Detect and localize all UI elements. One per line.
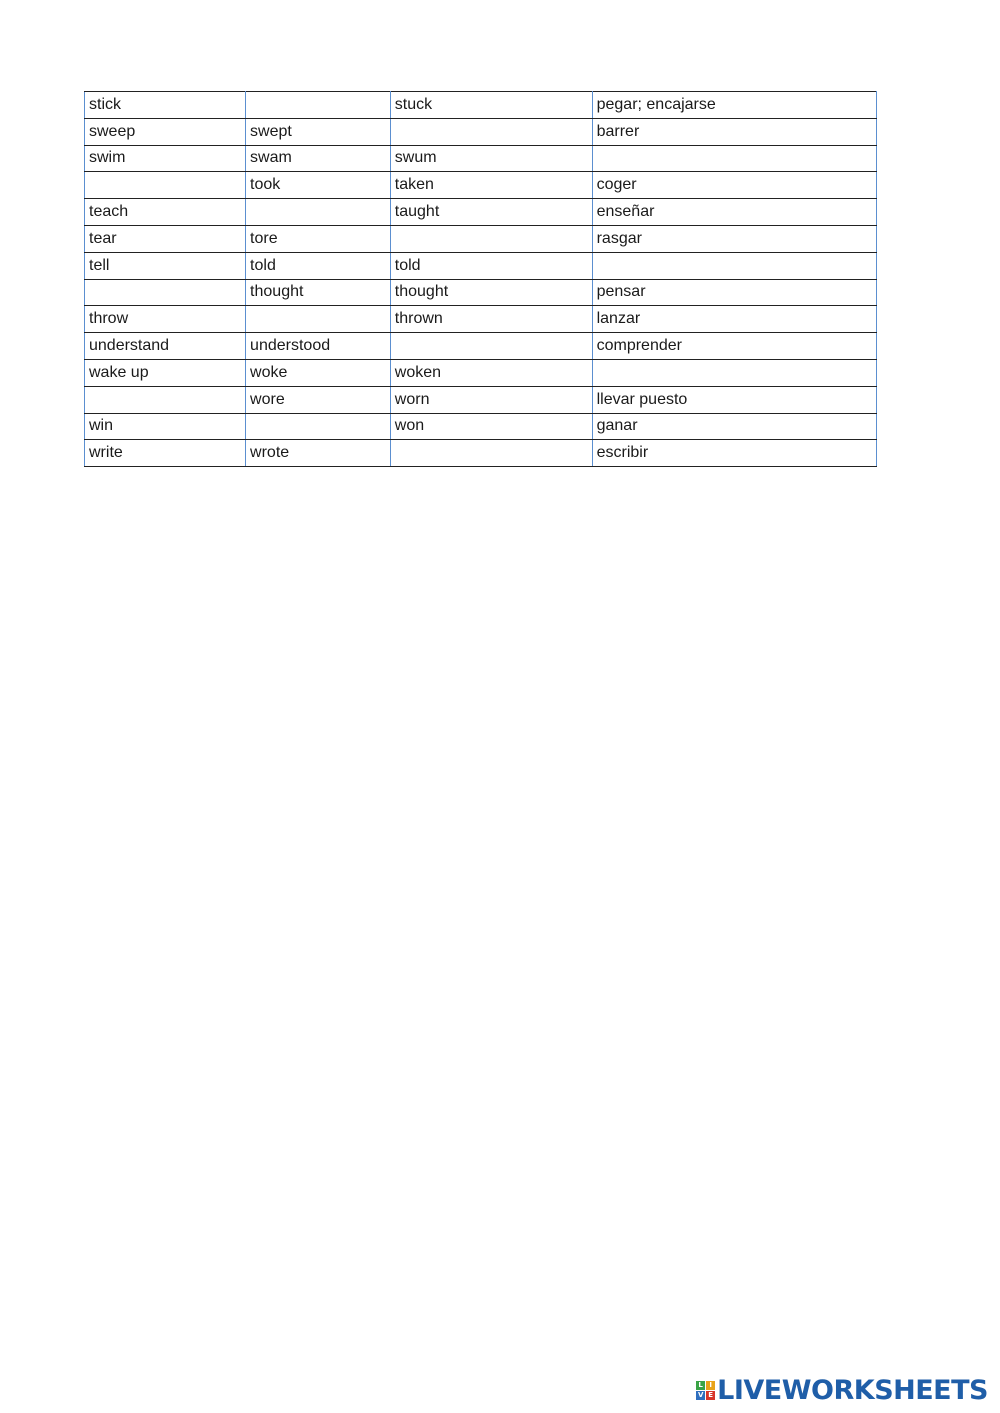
table-row — [85, 118, 877, 145]
cell-translation: rasgar — [592, 225, 876, 252]
table-row — [85, 145, 877, 172]
table-row — [85, 359, 877, 386]
cell-translation — [592, 145, 876, 172]
table-row — [85, 199, 877, 226]
logo-text: LIVEWORKSHEETS — [717, 1375, 988, 1406]
cell-past-simple: swam — [246, 145, 391, 172]
cell-base-form — [85, 172, 246, 199]
table-row — [85, 333, 877, 360]
cell-base-form: understand — [85, 333, 246, 360]
table-row — [85, 172, 877, 199]
cell-past-simple: understood — [246, 333, 391, 360]
cell-past-simple: wore — [246, 386, 391, 413]
cell-translation: escribir — [592, 440, 876, 467]
cell-past-participle — [390, 118, 592, 145]
logo-square-i: I — [706, 1381, 715, 1390]
logo-square-v: V — [697, 1391, 704, 1399]
cell-base-form: win — [85, 413, 246, 440]
cell-base-form: sweep — [85, 118, 246, 145]
cell-past-participle: told — [390, 252, 592, 279]
verbs-table-body — [85, 92, 877, 467]
cell-past-participle — [390, 440, 592, 467]
cell-base-form: write — [85, 440, 246, 467]
cell-base-form: throw — [85, 306, 246, 333]
cell-past-simple — [246, 413, 391, 440]
cell-past-simple — [246, 199, 391, 226]
logo-square-e: E — [706, 1391, 715, 1400]
cell-past-participle: stuck — [390, 92, 592, 119]
cell-base-form — [85, 386, 246, 413]
cell-base-form: wake up — [85, 359, 246, 386]
cell-past-participle: won — [390, 413, 592, 440]
cell-base-form: tell — [85, 252, 246, 279]
irregular-verbs-table — [84, 91, 877, 467]
cell-translation — [592, 252, 876, 279]
cell-translation: coger — [592, 172, 876, 199]
cell-past-simple: thought — [246, 279, 391, 306]
logo-mark-icon — [696, 1381, 715, 1400]
table-row — [85, 225, 877, 252]
cell-translation: barrer — [592, 118, 876, 145]
cell-base-form — [85, 279, 246, 306]
cell-translation: comprender — [592, 333, 876, 360]
cell-translation: llevar puesto — [592, 386, 876, 413]
table-row — [85, 279, 877, 306]
cell-past-participle: worn — [390, 386, 592, 413]
cell-past-participle: woken — [390, 359, 592, 386]
table-row — [85, 306, 877, 333]
cell-base-form: swim — [85, 145, 246, 172]
cell-past-simple: tore — [246, 225, 391, 252]
table-row — [85, 386, 877, 413]
cell-past-participle — [390, 225, 592, 252]
cell-past-simple: swept — [246, 118, 391, 145]
logo-square-l: L — [696, 1381, 705, 1390]
cell-base-form: tear — [85, 225, 246, 252]
cell-past-participle: taken — [390, 172, 592, 199]
cell-past-participle: thought — [390, 279, 592, 306]
cell-past-simple: woke — [246, 359, 391, 386]
table-row — [85, 440, 877, 467]
cell-translation — [592, 359, 876, 386]
table-row — [85, 413, 877, 440]
cell-translation: pensar — [592, 279, 876, 306]
liveworksheets-logo — [696, 1377, 988, 1404]
cell-translation: pegar; encajarse — [592, 92, 876, 119]
cell-past-simple — [246, 92, 391, 119]
cell-past-participle: swum — [390, 145, 592, 172]
cell-translation: ganar — [592, 413, 876, 440]
cell-past-simple: took — [246, 172, 391, 199]
cell-past-simple: wrote — [246, 440, 391, 467]
table-row — [85, 252, 877, 279]
cell-base-form: teach — [85, 199, 246, 226]
cell-past-participle: thrown — [390, 306, 592, 333]
cell-past-simple: told — [246, 252, 391, 279]
cell-translation: enseñar — [592, 199, 876, 226]
cell-base-form: stick — [85, 92, 246, 119]
cell-past-participle — [390, 333, 592, 360]
cell-past-simple — [246, 306, 391, 333]
table-row — [85, 92, 877, 119]
cell-past-participle: taught — [390, 199, 592, 226]
cell-translation: lanzar — [592, 306, 876, 333]
